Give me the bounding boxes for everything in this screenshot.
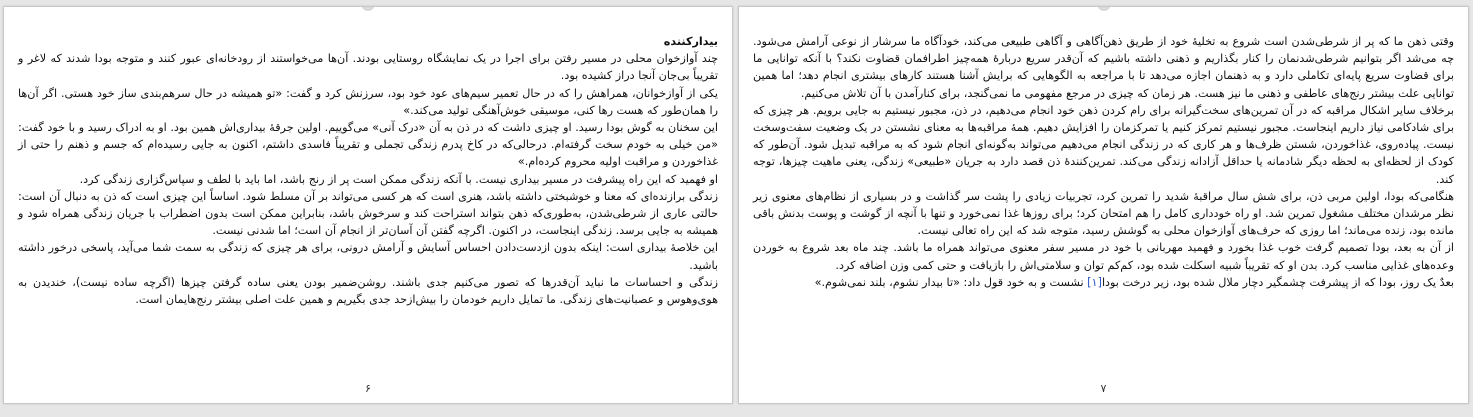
page-top-notch bbox=[1097, 6, 1111, 11]
section-heading: بیدارکننده bbox=[663, 35, 718, 48]
paragraph: زندگی برازنده‌ای که معنا و خوشبختی داشته باشد، هنری است که هر کسی می‌تواند بر آن مسلط شود. اساساً این چیزی است که ذن به دنبال آن است: حالتی عاری از شرطی‌شدن، به‌طوری‌که ذهن بتواند استراحت کند و سرخوش باشد، بنابراین ممکن است بدون اضطراب با جریان زندگی همراه شود و همیشه به جایی برسد. زندگی اینجاست، در اکنون. اگرچه گفتن آن آسان‌تر از انجام آن است؛ اما شدنی نیست. bbox=[18, 189, 718, 238]
paragraph bbox=[753, 274, 1454, 291]
paragraph: این خلاصهٔ بیداری است: اینکه بدون ازدست‌دادن احساس آسایش و آرامش درونی، برای هر چیزی که زندگی به سمت شما می‌آید، پاسخی درخور داشته باشید. bbox=[18, 241, 718, 272]
paragraph-text: نشست و به خود قول داد: «تا بیدار نشوم، بلند نمی‌شوم.» bbox=[814, 275, 1088, 289]
page-7 bbox=[738, 6, 1469, 404]
paragraph: هنگامی‌که بودا، اولین مربی ذن، برای شش سال مراقبهٔ شدید را تمرین کرد، تجربیات زیادی را پشت سر گذاشت و در بسیاری از نظام‌های معنوی زیر نظر مرشدان مختلف مشغول تمرین شد. او راه خودداری کامل را هم امتحان کرد؛ برای روزها غذا نمی‌خورد و تنها با آنچه از گوشت و پوست بدنش باقی مانده بود، زنده می‌ماند؛ اما روزی که حرف‌های آوازخوان محلی به گوشش رسید، متوجه شد که این راه تعالی نیست. bbox=[753, 189, 1454, 238]
page-text bbox=[753, 33, 1454, 291]
paragraph: وقتی ذهن ما که پر از شرطی‌شدن است شروع به تخلیهٔ خود از طریق ذهن‌آگاهی و آگاهی طبیعی می‌کند، خودآگاه ما سرشار از نوعی آرامش می‌شود. چه می‌شد اگر بتوانیم شرطی‌شدنمان را کنار بگذاریم و ذهنی داشته باشیم که آن‌قدر سریع دربارهٔ همه‌چیز اطرافمان قضاوت نکند؟ با آنکه توانایی ما برای قضاوت سریع پایه‌ای تکاملی دارد و به ذهنمان اجازه می‌دهد تا با مراجعه به الگوهایی که برایش آشنا هستند کارهای بیشتری انجام دهد؛ اما همین توانایی علت بیشتر رنج‌های عاطفی و ذهنی ما نیز هست. هر زمان که چیزی در مرجع مفهومی ما نمی‌گنجد، برای کنارآمدن با آن تلاش می‌کنیم. bbox=[753, 35, 1454, 100]
paragraph: برخلاف سایر اشکال مراقبه که در آن تمرین‌های سخت‌گیرانه برای رام کردن ذهن خود انجام می‌دهیم، در ذن، مجبور نیستیم به جایی برویم. هر چیزی که برای شادکامی نیاز داریم اینجاست. مجبور نیستیم تمرکز کنیم یا تمرکزمان را افزایش دهیم. همهٔ مراقبه‌ها به معنای نشستن در یک وضعیت سفت‌وسخت نیست. پیاده‌روی، غذاخوردن، شستن ظرف‌ها و هر کاری که در زندگی انجام می‌دهیم می‌تواند به‌گونه‌ای انجام شود که به مراقبه تبدیل شود. آن‌طور که کودک از لحظه‌ای به لحظه دیگر شادمانه یا حداقل آزادانه زندگی می‌کند. تمرین‌کنندهٔ ذن قصد دارد به جریان «طبیعی» زندگی، یعنی ماهیت چیزها، توجه کند. bbox=[753, 103, 1454, 186]
page-6 bbox=[3, 6, 733, 404]
paragraph: چند آوازخوان محلی در مسیر رفتن برای اجرا در یک نمایشگاه روستایی بودند. آن‌ها می‌خواستند از رودخانه‌ای عبور کنند و متوجه بودا شدند که لاغر و تقریباً بی‌جان آنجا دراز کشیده بود. bbox=[18, 52, 718, 83]
paragraph-text: بعدٌ یک روز، بودا که از پیشرفت چشمگیر دچار ملال شده بود، زیر درخت بودا bbox=[1101, 275, 1454, 289]
paragraph: این سخنان به گوش بودا رسید. او چیزی داشت که در ذن به آن «درک آنی» می‌گوییم. اولین جرقهٔ بیداری‌اش همین بود. او به ادراک رسید و با خود گفت: «من خیلی به خودم سخت گرفته‌ام. درحالی‌که در کاخ پدرم زندگی تجملی و تقریباً فاسدی داشتم، اکنون به جایی رسیده‌ام که جسم و ذهنم را حتی از غذاخوردن و مراقبت اولیه محروم کرده‌ام.» bbox=[18, 121, 718, 169]
paragraph: یکی از آوازخوانان، همراهش را که در حال تعمیر سیم‌های عود خود بود، سرزنش کرد و گفت: «تو همیشه در حال سرهم‌بندی ساز خود هستی. اگر آن‌ها را همان‌طور که هست رها کنی، موسیقی خوش‌آهنگی تولید می‌کند.» bbox=[18, 86, 718, 117]
page-top-notch bbox=[361, 6, 375, 11]
page-number: ۶ bbox=[365, 382, 371, 395]
page-number: ۷ bbox=[1100, 382, 1107, 395]
paragraph: زندگی و احساسات ما نباید آن‌قدرها که تصور می‌کنیم جدی باشند. روشن‌ضمیر بودن یعنی ساده گرفتن چیزها (اگرچه ساده نیست)، خندیدن به هوی‌وهوس و عصبانیت‌های زندگی. ما تمایل داریم خودمان را بیش‌ازحد جدی بگیریم و همین علت اصلی بیشتر رنج‌هایمان است. bbox=[18, 275, 718, 307]
footnote-link[interactable]: [۱] bbox=[1087, 275, 1102, 289]
page-text bbox=[18, 33, 718, 308]
paragraph: او فهمید که این راه پیشرفت در مسیر بیداری نیست. با آنکه زندگی ممکن است پر از رنج باشد، اما باید با لطف و سپاس‌گزاری زندگی کرد. bbox=[79, 172, 718, 186]
paragraph: از آن به بعد، بودا تصمیم گرفت خوب غذا بخورد و فهمید مهربانی با خود در مسیر سفر معنوی می‌تواند همراه ما باشد. چند ماه بعد شروع به خوردن وعده‌های غذایی مناسب کرد. بدن او که تقریباً شبیه اسکلت شده بود، کم‌کم توان و سلامتی‌اش را بازیافت و حتی کمی وزن اضافه کرد. bbox=[753, 241, 1454, 272]
